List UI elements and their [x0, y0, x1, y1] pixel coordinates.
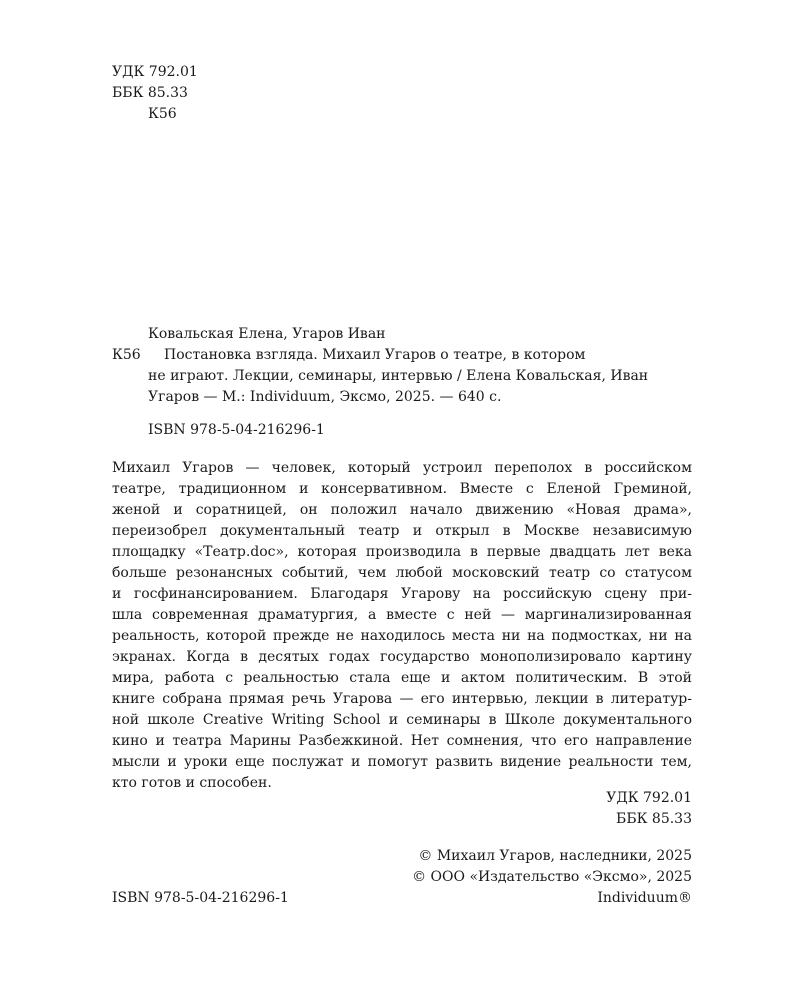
annotation-line: мира, работа с реальностью стала еще и актом политическим. В этой [112, 670, 692, 686]
card-description-line: Угаров — М.: Individuum, Эксмо, 2025. — 640 с. [148, 389, 502, 405]
isbn-bottom: ISBN 978-5-04-216296-1 [112, 890, 289, 906]
annotation-line: экранах. Когда в десятых годах государство монополизировало картину [112, 649, 692, 665]
catalog-card [112, 324, 692, 441]
annotation-line: и госфинансированием. Благодаря Угарову на российскую сцену при- [112, 586, 692, 602]
publisher-name: Individuum® [597, 890, 692, 906]
classification-top [112, 62, 692, 125]
annotation-line: книге собрана прямая речь Угарова — его интервью, лекции в литератур- [112, 691, 692, 707]
annotation-line: шла современная драматургия, а вместе с ней — маргинализированная [112, 607, 692, 623]
bbk-code: ББК 85.33 [616, 811, 692, 827]
annotation-line: кто готов и способен. [112, 775, 272, 791]
card-authors: Ковальская Елена, Угаров Иван [148, 326, 386, 342]
annotation-line: ной школе Creative Writing School и семинары в Школе документального [112, 712, 692, 728]
annotation-line: переизобрел документальный театр и открыл в Москве независимую [112, 523, 692, 539]
copyright-line: © ООО «Издательство «Эксмо», 2025 [412, 869, 692, 885]
annotation-line: больше резонансных событий, чем любой московский театр со статусом [112, 565, 692, 581]
annotation-line: реальность, которой прежде не находилось места ни на подмостках, ни на [112, 628, 692, 644]
annotation-line: Михаил Угаров — человек, который устроил переполох в российском [112, 460, 692, 476]
udk-code: УДК 792.01 [112, 64, 198, 80]
annotation-line: площадку «Театр.doc», которая производила в первые двадцать лет века [112, 544, 692, 560]
classification-bottom [112, 788, 692, 830]
card-isbn: ISBN 978-5-04-216296-1 [148, 422, 325, 438]
copyright-line: © Михаил Угаров, наследники, 2025 [418, 848, 692, 864]
card-description-line: Постановка взгляда. Михаил Угаров о театре, в котором [164, 347, 586, 363]
annotation-paragraph [112, 458, 692, 794]
bbk-code: ББК 85.33 [112, 85, 188, 101]
card-title-row [112, 345, 692, 366]
card-description-line: не играют. Лекции, семинары, интервью / Елена Ковальская, Иван [148, 368, 649, 384]
udk-code: УДК 792.01 [606, 790, 692, 806]
card-author-code: К56 [112, 347, 141, 363]
annotation-line: кино и театра Марины Разбежкиной. Нет сомнения, что его направление [112, 733, 692, 749]
annotation-line: женой и соратницей, он положил начало движению «Новая драма», [112, 502, 692, 518]
annotation-line: мысли и уроки еще послужат и помогут развить видение реальности тем, [112, 754, 692, 770]
annotation-line: театре, традиционном и консервативном. Вместе с Еленой Греминой, [112, 481, 692, 497]
author-code: К56 [148, 106, 177, 122]
